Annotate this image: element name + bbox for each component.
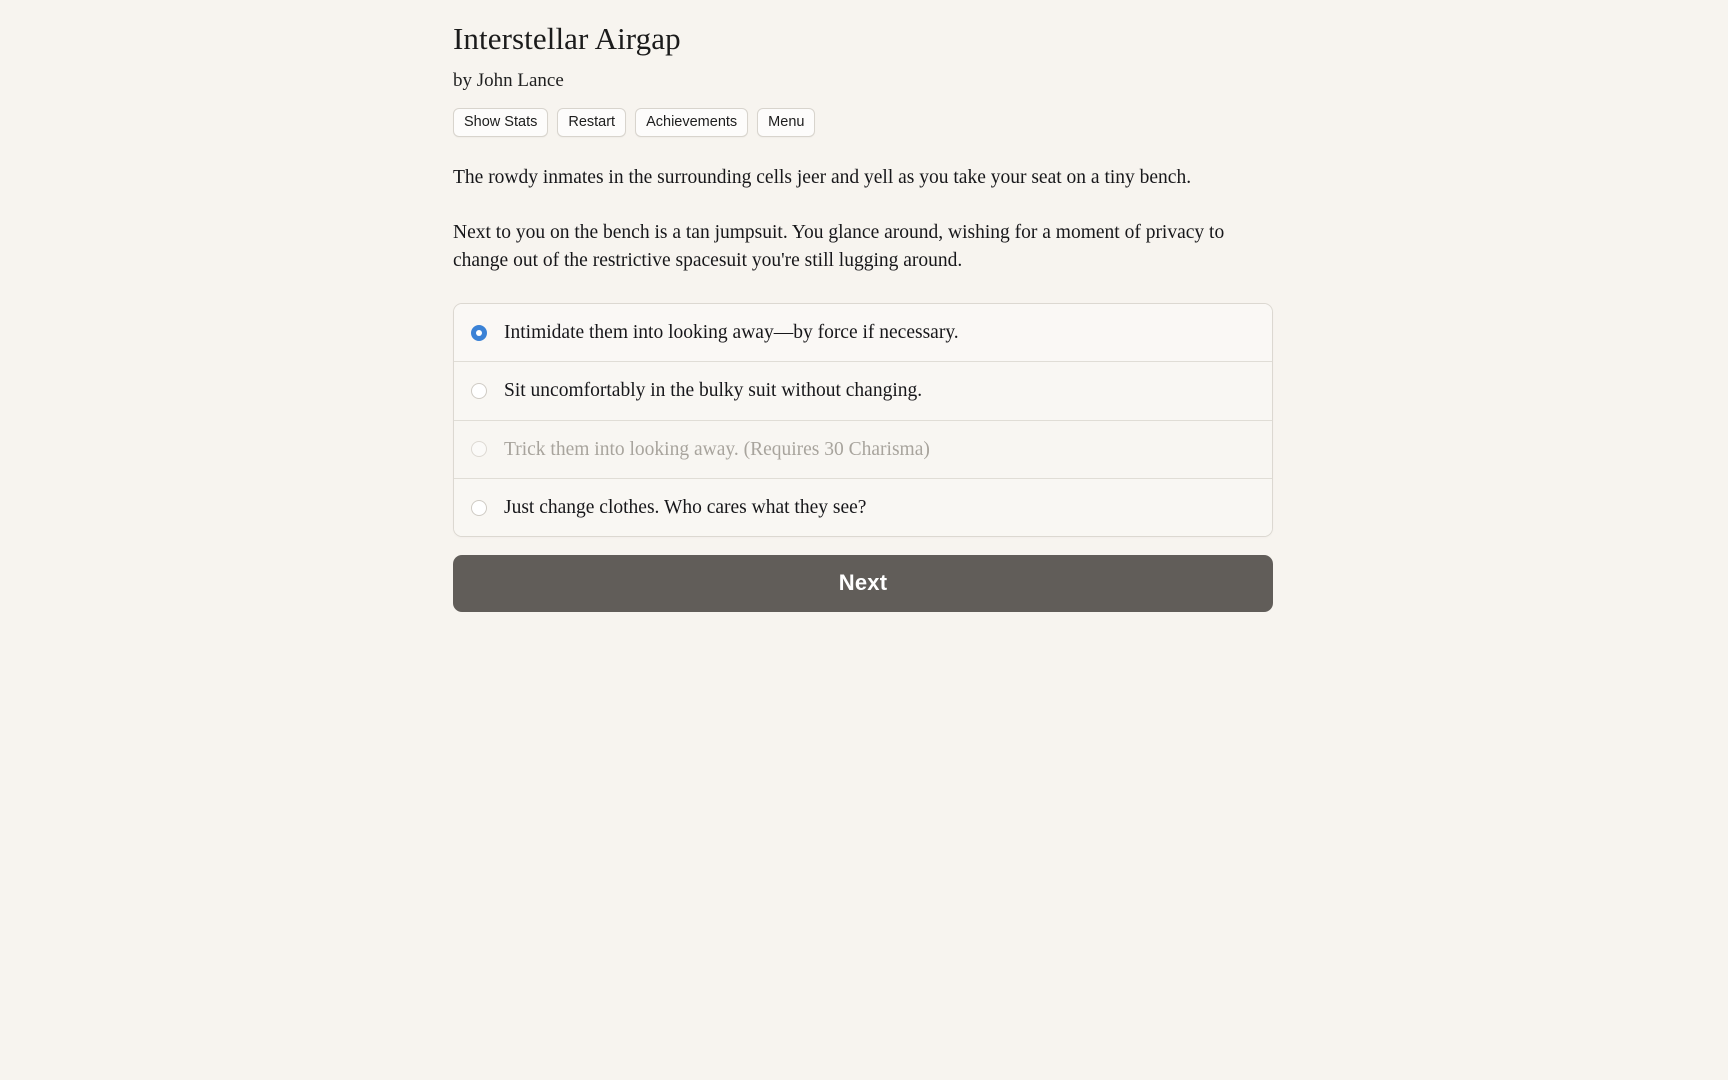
story-paragraph: The rowdy inmates in the surrounding cells jeer and yell as you take your seat on a tiny bench. bbox=[453, 167, 1192, 189]
story-paragraph: Next to you on the bench is a tan jumpsuit. You glance around, wishing for a moment of privacy to change out of the restrictive spacesuit you're still lugging around. bbox=[453, 221, 1225, 272]
menu-button[interactable]: Menu bbox=[757, 108, 815, 138]
radio-unselected-icon[interactable] bbox=[471, 500, 487, 516]
choice-list bbox=[453, 303, 1273, 537]
radio-disabled-icon bbox=[471, 441, 487, 457]
choice-option[interactable] bbox=[454, 362, 1272, 420]
choice-label: Just change clothes. Who cares what they see? bbox=[504, 497, 867, 519]
choice-label: Intimidate them into looking away—by force if necessary. bbox=[504, 322, 959, 343]
achievements-button[interactable]: Achievements bbox=[635, 108, 748, 138]
restart-button[interactable]: Restart bbox=[557, 108, 626, 138]
choice-option-disabled bbox=[454, 421, 1272, 479]
radio-unselected-icon[interactable] bbox=[471, 383, 487, 399]
toolbar bbox=[453, 108, 1273, 138]
game-container bbox=[453, 0, 1273, 612]
radio-selected-icon[interactable] bbox=[471, 325, 487, 341]
show-stats-button[interactable]: Show Stats bbox=[453, 108, 548, 138]
next-button[interactable]: Next bbox=[453, 555, 1273, 612]
choice-option[interactable] bbox=[454, 304, 1272, 362]
author-byline: by John Lance bbox=[453, 69, 564, 91]
choice-label: Trick them into looking away. (Requires 30 Charisma) bbox=[504, 438, 930, 460]
page-title: Interstellar Airgap bbox=[453, 21, 681, 56]
choice-option[interactable] bbox=[454, 479, 1272, 536]
choice-label: Sit uncomfortably in the bulky suit without changing. bbox=[504, 380, 923, 402]
